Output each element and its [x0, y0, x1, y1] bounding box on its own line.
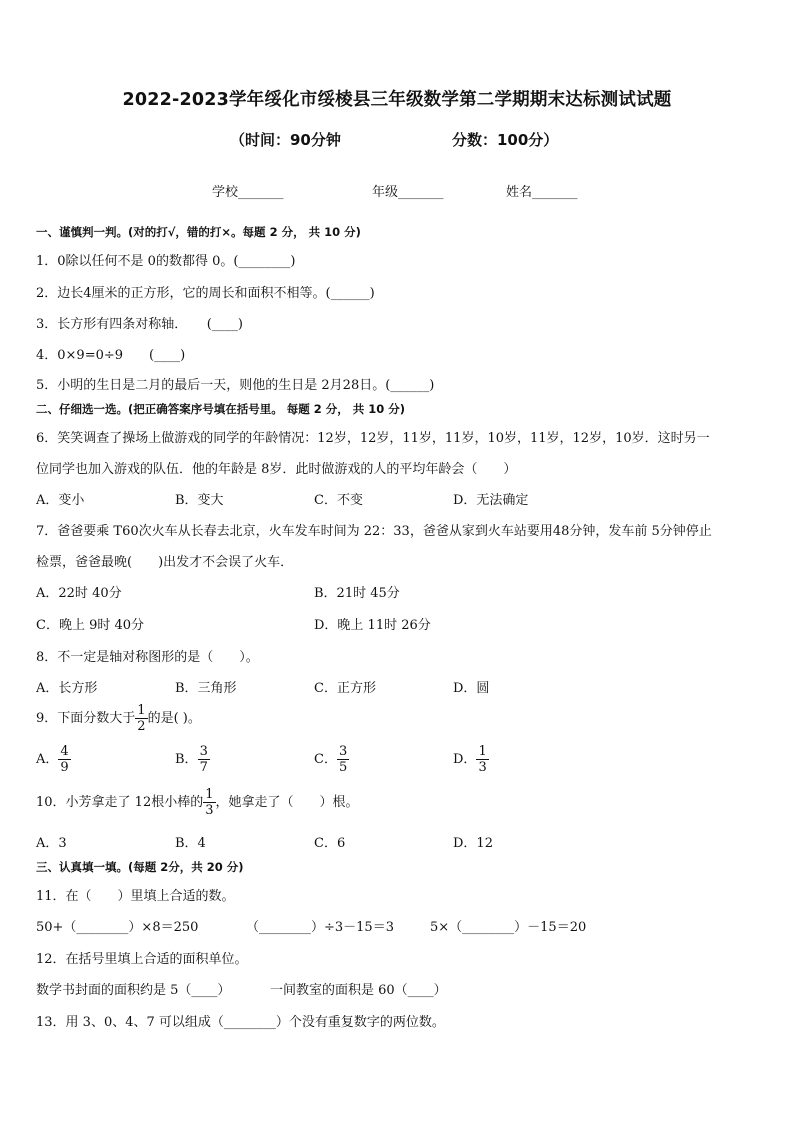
section-3-heading: 三、认真填一填。(每题 2分，共 20 分) [36, 860, 244, 874]
q9-option-a-fraction [58, 744, 70, 775]
q8-option-a: A．长方形 [36, 681, 98, 696]
q9-option-c-fraction [337, 744, 349, 775]
question-7-line-1: 7．爸爸要乘 T60次火车从长春去北京，火车发车时间为 22：33，爸爸从家到火车站要用48分钟，发车前 5分钟停止 [36, 524, 712, 539]
q10-fraction-numerator: 1 [205, 787, 214, 802]
q9-option-c-numerator: 3 [338, 744, 348, 759]
q9-option-d-numerator: 1 [478, 744, 487, 759]
school-field: 学校_______ [212, 185, 284, 200]
q10-text-after: ，她拿走了（ ）根。 [215, 795, 359, 810]
question-6-line-1: 6．笑笑调查了操场上做游戏的同学的年龄情况：12岁，12岁，11岁，11岁，10岁，11岁，12岁，10岁．这时另一 [36, 431, 710, 446]
q9-fraction-denominator: 2 [137, 719, 146, 734]
q6-option-b: B．变大 [175, 493, 224, 508]
q9-option-a-label: A． [36, 752, 59, 767]
q9-option-b-label: B． [175, 752, 198, 767]
question-10 [36, 787, 359, 818]
q7-option-a: A．22时 40分 [36, 586, 122, 601]
question-4: 4．0×9=0÷9 (____) [36, 348, 186, 363]
question-1: 1．0除以任何不是 0的数都得 0。(________) [36, 254, 296, 269]
q11-equation-1: 50+（________）×8＝250 [36, 920, 199, 935]
q9-option-d [453, 744, 489, 775]
question-5: 5．小明的生日是二月的最后一天，则他的生日是 2月28日。(______) [36, 378, 435, 393]
q8-option-c: C．正方形 [314, 681, 376, 696]
q9-option-b [175, 744, 210, 775]
q9-option-d-label: D． [453, 752, 477, 767]
q6-option-c: C．不变 [314, 493, 363, 508]
q9-option-d-denominator: 3 [478, 760, 487, 775]
question-12: 12．在括号里填上合适的面积单位。 [36, 952, 248, 967]
q9-option-a-denominator: 9 [60, 760, 69, 775]
q9-option-a-numerator: 4 [60, 744, 69, 759]
q9-fraction [135, 703, 147, 734]
section-2-heading: 二、仔细选一选。(把正确答案序号填在括号里。 每题 2 分， 共 10 分) [36, 402, 406, 416]
q9-option-c [314, 744, 349, 775]
q9-option-c-denominator: 5 [338, 760, 348, 775]
q10-fraction-denominator: 3 [205, 803, 214, 818]
q9-fraction-numerator: 1 [137, 703, 146, 718]
q6-option-a: A．变小 [36, 493, 85, 508]
q9-option-b-numerator: 3 [199, 744, 208, 759]
q10-option-c: C．6 [314, 836, 346, 851]
q9-option-b-denominator: 7 [199, 760, 208, 775]
name-field: 姓名_______ [506, 185, 578, 200]
q11-equation-2: （________）÷3－15＝3 [246, 920, 394, 935]
q8-option-d: D．圆 [453, 681, 490, 696]
question-7-line-2: 检票，爸爸最晚( )出发才不会误了火车． [36, 555, 294, 570]
q9-option-a [36, 744, 71, 775]
q10-text-before: 10．小芳拿走了 12根小棒的 [36, 795, 204, 810]
exam-score: 分数：100分） [452, 131, 559, 149]
grade-field: 年级_______ [372, 185, 444, 200]
q10-option-b: B．4 [175, 836, 206, 851]
question-11: 11．在（ ）里填上合适的数。 [36, 889, 235, 904]
q11-equation-3: 5×（________）－15＝20 [430, 920, 587, 935]
q7-option-b: B．21时 45分 [314, 586, 400, 601]
q9-option-d-fraction [476, 744, 488, 775]
question-8: 8．不一定是轴对称图形的是（ ）。 [36, 650, 259, 665]
q7-option-c: C．晚上 9时 40分 [36, 618, 145, 633]
q12-part-2: 一间教室的面积是 60（____） [270, 983, 447, 998]
q10-fraction [203, 787, 215, 818]
page-title: 2022-2023学年绥化市绥棱县三年级数学第二学期期末达标测试试题 [122, 90, 672, 110]
question-3: 3．长方形有四条对称轴． (____) [36, 317, 243, 332]
q10-option-d: D．12 [453, 836, 493, 851]
q9-text-before: 9．下面分数大于 [36, 711, 136, 726]
q6-option-d: D．无法确定 [453, 493, 529, 508]
question-9 [36, 703, 201, 734]
section-1-heading: 一、谨慎判一判。(对的打√，错的打×。每题 2 分， 共 10 分) [36, 225, 361, 239]
q8-option-b: B．三角形 [175, 681, 237, 696]
q10-option-a: A．3 [36, 836, 67, 851]
q12-part-1: 数学书封面的面积约是 5（____） [36, 983, 231, 998]
q9-option-b-fraction [198, 744, 210, 775]
question-13: 13．用 3、0、4、7 可以组成（________）个没有重复数字的两位数。 [36, 1015, 445, 1030]
exam-time: （时间：90分钟 [230, 131, 341, 149]
question-6-line-2: 位同学也加入游戏的队伍．他的年龄是 8岁．此时做游戏的人的平均年龄会（ ） [36, 462, 517, 477]
q9-option-c-label: C． [314, 752, 337, 767]
question-2: 2．边长4厘米的正方形，它的周长和面积不相等。(______) [36, 286, 375, 301]
q7-option-d: D．晚上 11时 26分 [314, 618, 431, 633]
q9-text-after: 的是( )。 [147, 711, 201, 726]
